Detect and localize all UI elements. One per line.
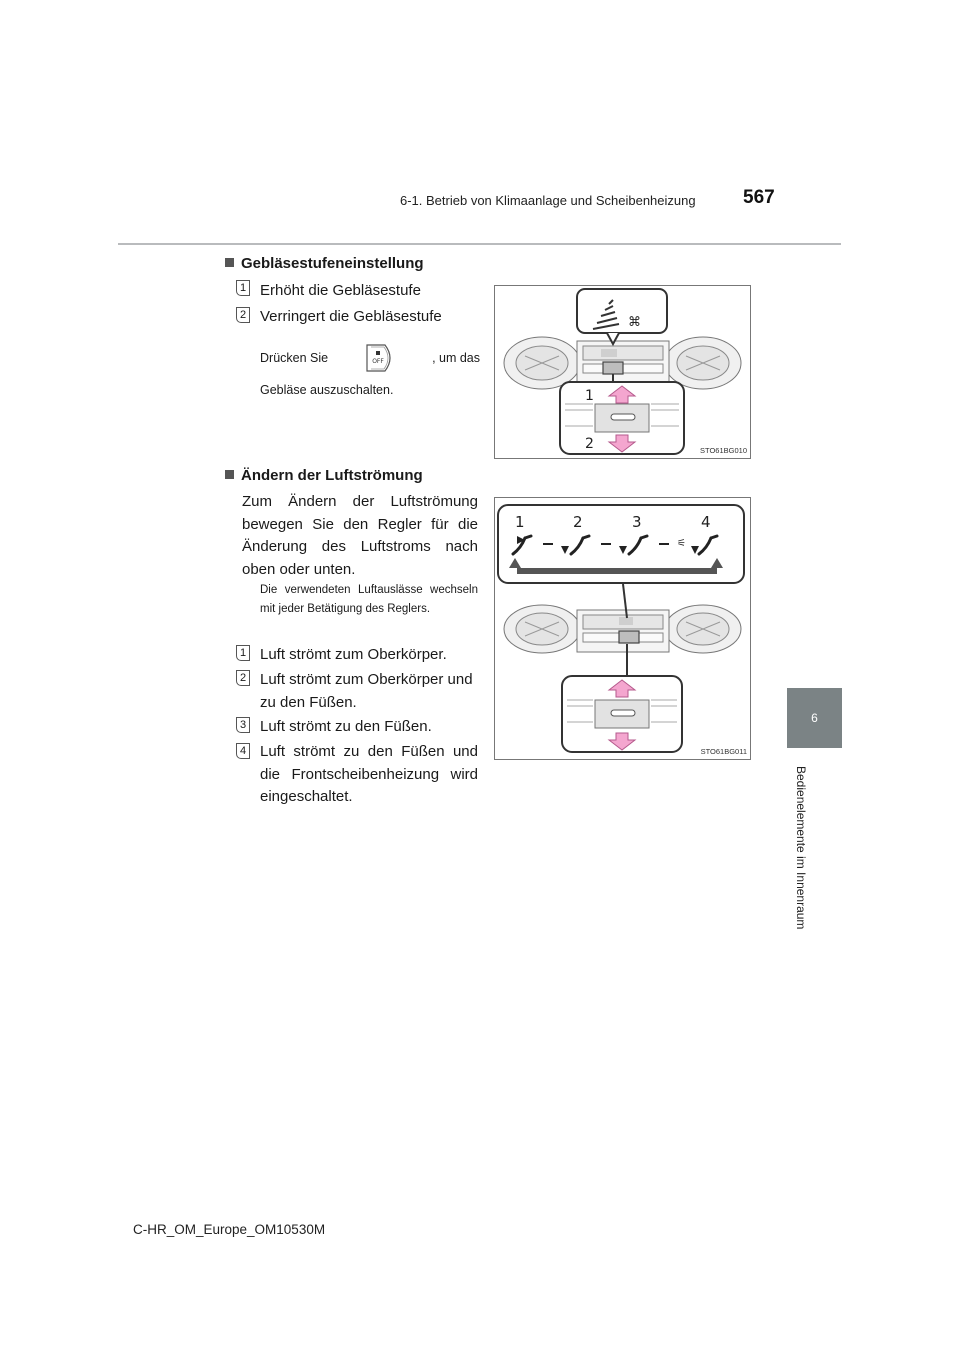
list-item: Luft strömt zum Oberkörper und zu den Füßen. — [260, 671, 473, 711]
figure-callout-4: 4 — [701, 513, 711, 531]
section2-intro: Zum Ändern der Luftströmung bewegen Sie den Regler für die Änderung des Luftstroms nach oben oder unten. — [242, 493, 478, 578]
callout-number-icon: 4 — [236, 743, 250, 759]
figure-callout-1: 1 — [585, 388, 594, 404]
off-button-label: OFF — [372, 358, 384, 365]
section-heading-text: Gebläsestufeneinstellung — [241, 255, 424, 272]
section-heading-airflow — [225, 467, 423, 484]
figure-callout-2: 2 — [585, 436, 594, 452]
note-press-off — [260, 343, 480, 400]
callout-number-icon: 1 — [236, 645, 250, 661]
running-header-title: 6-1. Betrieb von Klimaanlage und Scheibenheizung — [400, 193, 696, 208]
svg-text:⚟: ⚟ — [677, 538, 686, 549]
note-text-line2: Gebläse auszuschalten. — [260, 383, 394, 397]
figure-callout-2: 2 — [573, 513, 583, 531]
figure-callout-1: 1 — [515, 513, 525, 531]
section-heading-text: Ändern der Luftströmung — [241, 467, 423, 484]
note-text-before: Drücken Sie — [260, 351, 329, 365]
callout-number-icon: 2 — [236, 307, 250, 323]
callout-number-icon: 3 — [236, 717, 250, 733]
figure-code: STO61BG011 — [700, 747, 747, 756]
list-item: Luft strömt zu den Füßen. — [260, 718, 432, 735]
chapter-label: Bedienelemente im Innenraum — [794, 766, 808, 930]
figure-code: STO61BG010 — [700, 446, 747, 455]
section-heading-blower — [225, 255, 424, 272]
page-number: 567 — [743, 187, 775, 208]
chapter-tab — [787, 688, 842, 748]
section2-note: Die verwendeten Luftauslässe wechseln mit jeder Betätigung des Reglers. — [260, 584, 478, 615]
note-text-after: , um das — [432, 351, 480, 365]
svg-text:⌘: ⌘ — [628, 315, 641, 330]
list-item: Erhöht die Gebläsestufe — [260, 282, 421, 299]
callout-number-icon: 2 — [236, 670, 250, 686]
list-item: Luft strömt zu den Füßen und die Frontscheibenheizung wird eingeschaltet. — [260, 743, 478, 805]
off-button-icon — [363, 343, 397, 373]
chapter-number: 6 — [811, 711, 818, 725]
airflow-diagram — [495, 498, 750, 759]
list-item: Verringert die Gebläsestufe — [260, 308, 442, 325]
bullet-square-icon — [225, 258, 234, 267]
figure-airflow-control — [494, 497, 751, 760]
header-rule — [118, 243, 841, 245]
blower-diagram — [495, 286, 750, 458]
callout-number-icon: 1 — [236, 280, 250, 296]
list-item: Luft strömt zum Oberkörper. — [260, 646, 447, 663]
bullet-square-icon — [225, 470, 234, 479]
figure-callout-3: 3 — [632, 513, 642, 531]
figure-blower-control — [494, 285, 751, 459]
footer-document-id: C-HR_OM_Europe_OM10530M — [133, 1222, 326, 1237]
